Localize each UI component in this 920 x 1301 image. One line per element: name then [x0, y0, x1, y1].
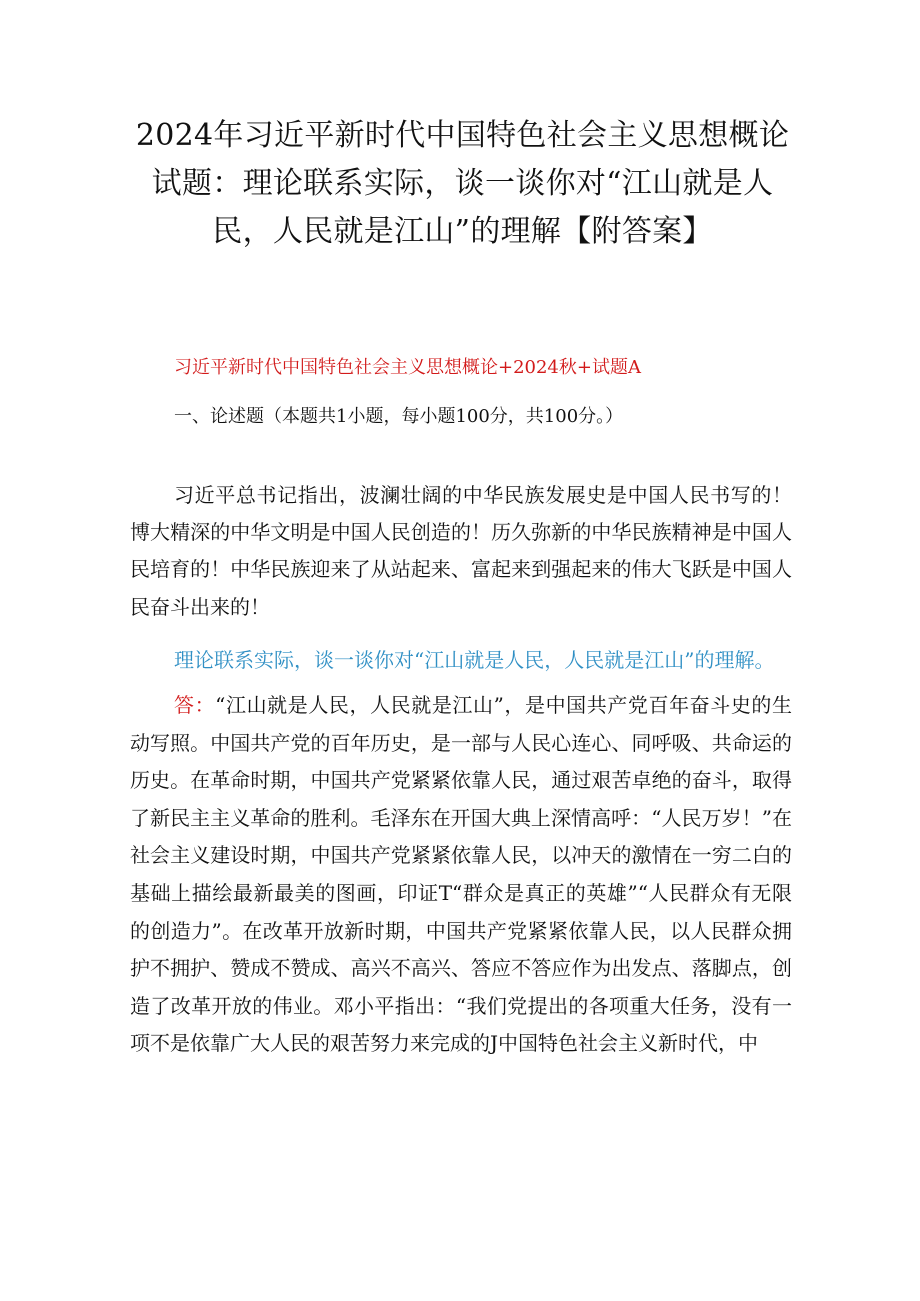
question-text: 理论联系实际，谈一谈你对“江山就是人民，人民就是江山”的理解。 [174, 648, 775, 672]
answer-label: 答： [174, 693, 216, 717]
answer-text: “江山就是人民，人民就是江山”，是中国共产党百年奋斗史的生动写照。中国共产党的百年历史，是一部与人民心连心、同呼吸、共命运的历史。在革命时期，中国共产党紧紧依靠人民，通过艰苦卓绝的奋斗，取得了新民主主义革命的胜利。毛泽东在开国大典上深情高呼：“人民万岁！”在社会主义建设时期，中国共产党紧紧依靠人民，以冲天的激情在一穷二白的基础上描绘最新最美的图画，印证T“群众是真正的英雄”“人民群众有无限的创造力”。在改革开放新时期，中国共产党紧紧依靠人民，以人民群众拥护不拥护、赞成不赞成、高兴不高兴、答应不答应作为出发点、落脚点，创造了改革开放的伟业。邓小平指出：“我们党提出的各项重大任务，没有一项不是依靠广大人民的艰苦努力来完成的J中国特色社会主义新时代，中 [130, 693, 792, 1056]
intro-paragraph: 习近平总书记指出，波澜壮阔的中华民族发展史是中国人民书写的！博大精深的中华文明是中国人民创造的！历久弥新的中华民族精神是中国人民培育的！中华民族迎来了从站起来、富起来到强起来的伟大飞跃是中国人民奋斗出来的！ [130, 483, 792, 619]
section-heading: 一、论述题（本题共1小题，每小题100分，共100分。） [174, 406, 624, 427]
exam-subtitle: 习近平新时代中国特色社会主义思想概论+2024秋+试题A [174, 357, 641, 378]
answer-paragraph [130, 687, 792, 1063]
document-title: 2024年习近平新时代中国特色社会主义思想概论试题：理论联系实际，谈一谈你对“江山就是人民，人民就是江山”的理解【附答案】 [135, 118, 790, 249]
